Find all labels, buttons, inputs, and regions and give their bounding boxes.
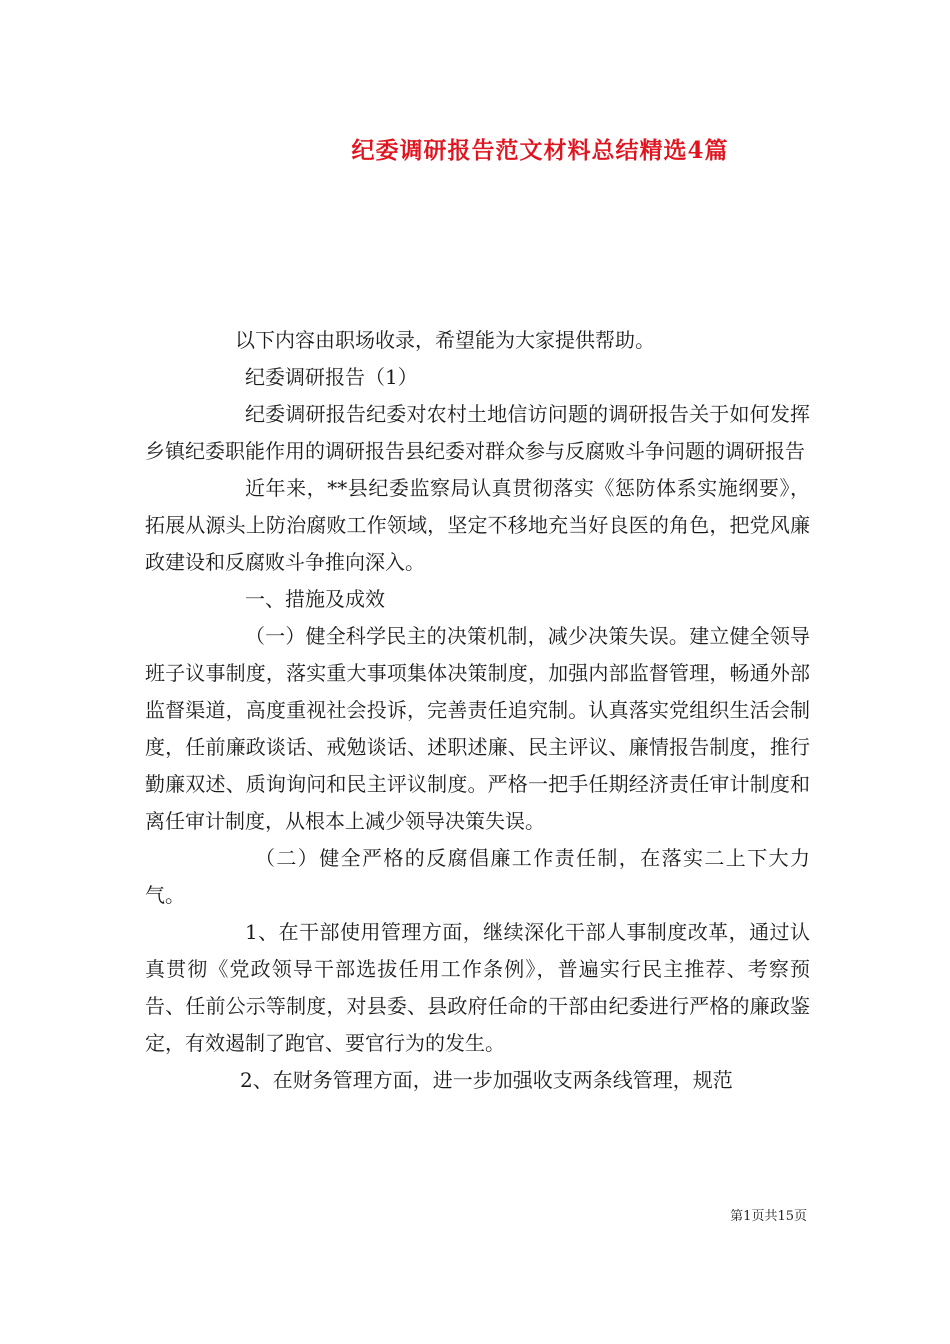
document-body <box>145 322 810 1099</box>
paragraph-measures-heading: 一、措施及成效 <box>245 587 385 611</box>
paragraph-overview: 近年来，**县纪委监察局认真贯彻落实《惩防体系实施纲要》，拓展从源头上防治腐败工作领域，坚定不移地充当好良医的角色，把党风廉政建设和反腐败斗争推向深入。 <box>145 476 810 574</box>
paragraph-section-heading: 纪委调研报告（1） <box>245 365 418 389</box>
paragraph-report-titles: 纪委调研报告纪委对农村土地信访问题的调研报告关于如何发挥乡镇纪委职能作用的调研报告县纪委对群众参与反腐败斗争问题的调研报告 <box>145 402 810 463</box>
paragraph-finance: 2、在财务管理方面，进一步加强收支两条线管理，规范 <box>240 1068 733 1092</box>
paragraph-responsibility: （二）健全严格的反腐倡廉工作责任制，在落实二上下大力气。 <box>145 846 810 907</box>
paragraph-decision-mechanism: （一）健全科学民主的决策机制，减少决策失误。建立健全领导班子议事制度，落实重大事项集体决策制度，加强内部监督管理，畅通外部监督渠道，高度重视社会投诉，完善责任追究制。认真落实党组织生活会制度，任前廉政谈话、戒勉谈话、述职述廉、民主评议、廉情报告制度，推行勤廉双述、质询询问和民主评议制度。严格一把手任期经济责任审计制度和离任审计制度，从根本上减少领导决策失误。 <box>145 624 810 833</box>
paragraph-intro: 以下内容由职场收录，希望能为大家提供帮助。 <box>235 328 655 352</box>
document-title: 纪委调研报告范文材料总结精选4篇 <box>351 137 729 164</box>
page-number: 第1页共15页 <box>730 1209 807 1224</box>
paragraph-cadre-management: 1、在干部使用管理方面，继续深化干部人事制度改革，通过认真贯彻《党政领导干部选拔任用工作条例》，普遍实行民主推荐、考察预告、任前公示等制度，对县委、县政府任命的干部由纪委进行严格的廉政鉴定，有效遏制了跑官、要官行为的发生。 <box>145 920 810 1055</box>
